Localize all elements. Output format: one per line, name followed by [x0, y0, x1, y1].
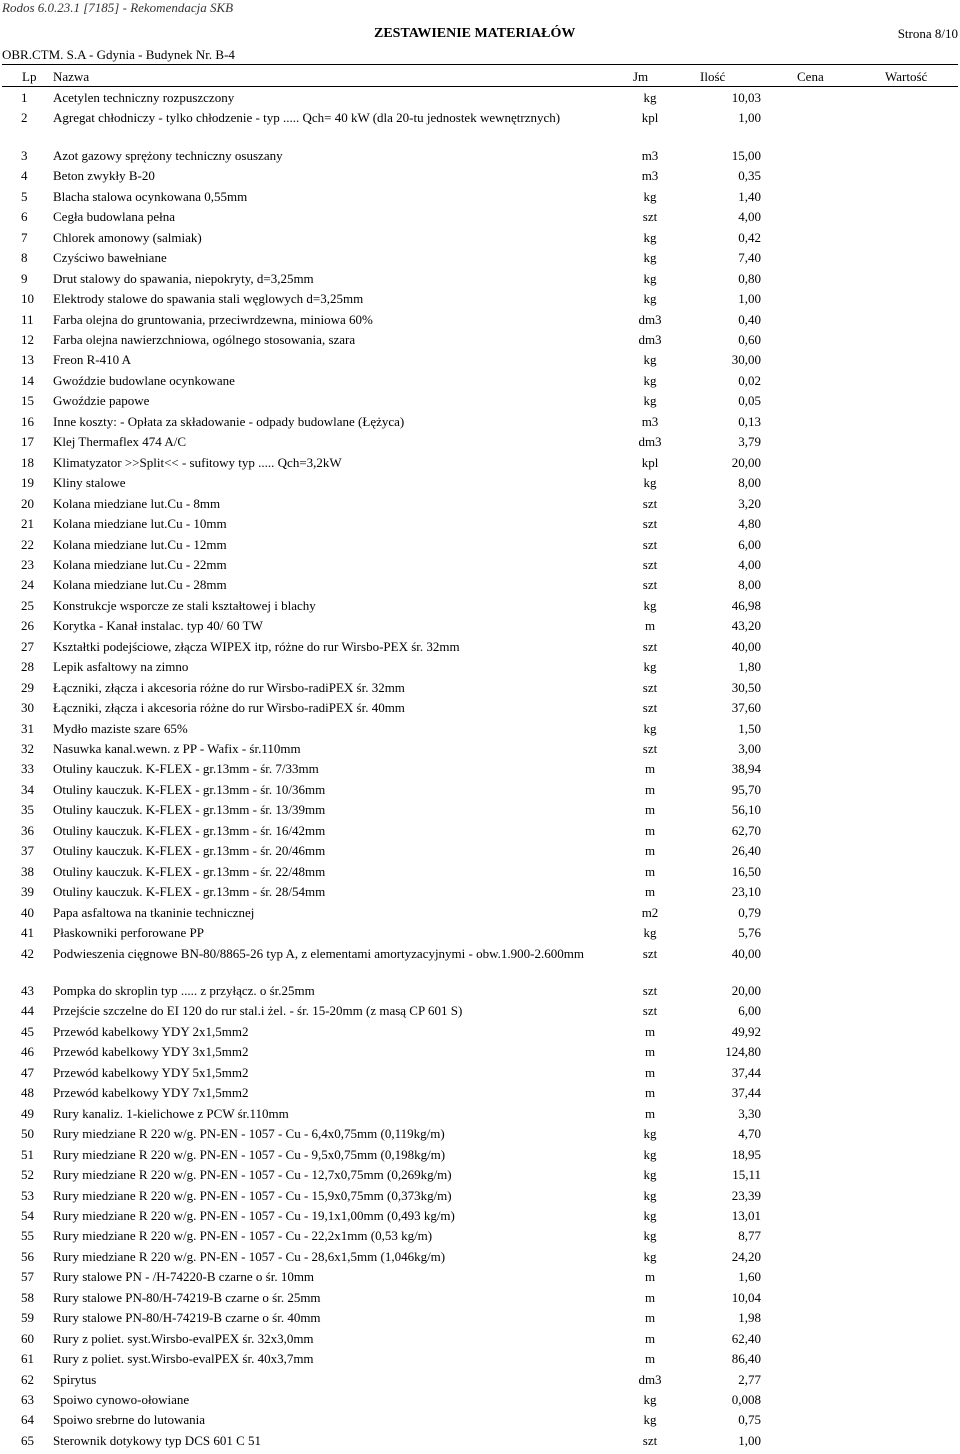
row-name: Cegła budowlana pełna — [53, 209, 176, 225]
row-quantity: 37,44 — [731, 1085, 761, 1101]
row-name: Rury miedziane R 220 w/g. PN-EN - 1057 - Cu - 22,2x1mm (0,53 kg/m) — [53, 1228, 433, 1244]
row-quantity: 13,01 — [731, 1207, 761, 1223]
row-unit: kg — [643, 1248, 657, 1264]
row-lp: 27 — [21, 638, 34, 654]
row-unit: kpl — [641, 454, 659, 470]
row-lp: 1 — [21, 90, 28, 105]
row-name: Elektrody stalowe do spawania stali węglowych d=3,25mm — [53, 291, 364, 307]
row-name: Kolana miedziane lut.Cu - 12mm — [53, 536, 227, 552]
row-unit: m — [644, 863, 656, 879]
row-lp: 57 — [21, 1269, 34, 1285]
row-lp: 7 — [21, 229, 28, 245]
row-lp: 44 — [21, 1003, 34, 1019]
row-unit: szt — [642, 700, 658, 716]
row-quantity: 18,95 — [731, 1146, 761, 1162]
row-quantity: 5,76 — [738, 925, 761, 941]
row-unit: m — [644, 1064, 656, 1080]
row-lp: 10 — [21, 291, 34, 307]
row-lp: 34 — [21, 781, 34, 797]
row-name: Spoiwo srebrne do lutowania — [53, 1412, 206, 1428]
row-name: Acetylen techniczny rozpuszczony — [53, 90, 235, 105]
column-header-price: Cena — [797, 69, 824, 84]
row-lp: 14 — [21, 372, 34, 388]
row-quantity: 10,03 — [731, 90, 761, 105]
row-unit: m — [644, 1351, 656, 1367]
row-quantity: 62,70 — [731, 822, 761, 838]
row-unit: kg — [643, 659, 657, 675]
row-quantity: 37,44 — [731, 1064, 761, 1080]
row-lp: 2 — [21, 110, 28, 126]
row-lp: 21 — [21, 516, 34, 532]
row-lp: 6 — [21, 209, 28, 225]
row-unit: m — [644, 884, 656, 900]
row-lp: 61 — [21, 1351, 34, 1367]
row-quantity: 0,35 — [738, 168, 761, 184]
row-quantity: 0,80 — [738, 270, 761, 286]
row-name: Rury kanaliz. 1-kielichowe z PCW śr.110mm — [53, 1105, 289, 1121]
row-unit: m — [644, 802, 656, 818]
row-lp: 8 — [21, 250, 28, 266]
row-quantity: 3,79 — [738, 434, 761, 450]
column-header-value: Wartość — [885, 69, 928, 84]
column-header-lp: Lp — [22, 69, 37, 84]
row-lp: 16 — [21, 413, 34, 429]
row-name: Rury z poliet. syst.Wirsbo-evalPEX śr. 32x3,0mm — [53, 1330, 314, 1346]
row-lp: 47 — [21, 1064, 34, 1080]
row-quantity: 3,00 — [738, 741, 761, 756]
row-name: Inne koszty: - Opłata za składowanie - odpady budowlane (Łężyca) — [53, 413, 405, 429]
row-name: Kolana miedziane lut.Cu - 28mm — [53, 577, 227, 593]
row-quantity: 0,40 — [738, 311, 761, 327]
row-quantity: 23,10 — [731, 884, 761, 900]
row-quantity: 0,13 — [738, 413, 761, 429]
row-quantity: 40,00 — [731, 638, 761, 654]
row-name: Przewód kabelkowy YDY 5x1,5mm2 — [53, 1064, 249, 1080]
row-quantity: 24,20 — [731, 1248, 761, 1264]
row-unit: m — [644, 618, 656, 634]
row-quantity: 16,50 — [731, 863, 761, 879]
row-unit: m2 — [641, 904, 659, 920]
row-unit: kg — [643, 597, 657, 613]
row-name: Przejście szczelne do EI 120 do rur stal.i żel. - śr. 15-20mm (z masą CP 601 S) — [53, 1003, 463, 1019]
row-quantity: 4,70 — [738, 1126, 761, 1142]
row-quantity: 1,80 — [738, 659, 761, 675]
row-quantity: 1,40 — [738, 188, 761, 204]
row-unit: kg — [643, 393, 657, 409]
row-name: Otuliny kauczuk. K-FLEX - gr.13mm - śr. 10/36mm — [53, 781, 326, 797]
row-name: Otuliny kauczuk. K-FLEX - gr.13mm - śr. 20/46mm — [53, 843, 326, 859]
row-unit: m — [644, 1023, 656, 1039]
row-quantity: 0,05 — [738, 393, 761, 409]
row-unit: kg — [643, 720, 657, 736]
row-name: Azot gazowy sprężony techniczny osuszany — [53, 147, 283, 163]
row-unit: kg — [643, 1187, 657, 1203]
row-unit: m — [644, 822, 656, 838]
row-lp: 63 — [21, 1392, 34, 1407]
row-unit: kg — [643, 352, 657, 368]
header-bottom-divider — [2, 86, 958, 87]
row-unit: kg — [643, 188, 657, 204]
row-lp: 20 — [21, 495, 34, 511]
row-unit: m3 — [641, 147, 659, 163]
row-name: Farba olejna do gruntowania, przeciwrdzewna, miniowa 60% — [53, 311, 373, 327]
row-unit: kg — [643, 1392, 657, 1407]
row-lp: 19 — [21, 475, 34, 491]
row-name: Otuliny kauczuk. K-FLEX - gr.13mm - śr. 22/48mm — [53, 863, 326, 879]
row-lp: 40 — [21, 904, 34, 920]
row-lp: 43 — [21, 983, 34, 998]
row-unit: szt — [642, 679, 658, 695]
row-quantity: 1,00 — [738, 110, 761, 126]
row-quantity: 23,39 — [731, 1187, 761, 1203]
row-name: Nasuwka kanal.wewn. z PP - Wafix - śr.110mm — [53, 741, 301, 756]
row-unit: m — [644, 1044, 656, 1060]
row-unit: m — [644, 1310, 656, 1326]
row-lp: 17 — [21, 434, 34, 450]
project-name: OBR.CTM. S.A - Gdynia - Budynek Nr. B-4 — [2, 47, 235, 62]
row-lp: 18 — [21, 454, 34, 470]
row-lp: 29 — [21, 679, 34, 695]
row-name: Rury miedziane R 220 w/g. PN-EN - 1057 - Cu - 28,6x1,5mm (1,046kg/m) — [53, 1248, 446, 1264]
row-unit: dm3 — [638, 1371, 662, 1387]
row-name: Płaskowniki perforowane PP — [53, 925, 204, 941]
row-quantity: 0,75 — [738, 1412, 761, 1428]
row-quantity: 20,00 — [731, 983, 761, 998]
row-quantity: 56,10 — [731, 802, 761, 818]
row-name: Spoiwo cynowo-ołowiane — [53, 1392, 190, 1407]
row-quantity: 10,04 — [731, 1289, 761, 1305]
row-name: Konstrukcje wsporcze ze stali kształtowej i blachy — [53, 597, 316, 613]
row-lp: 42 — [21, 945, 34, 961]
row-name: Gwoździe papowe — [53, 393, 150, 409]
row-quantity: 8,00 — [738, 577, 761, 593]
row-unit: kg — [643, 90, 657, 105]
row-unit: kg — [643, 475, 657, 491]
row-lp: 35 — [21, 802, 34, 818]
row-lp: 39 — [21, 884, 34, 900]
row-lp: 38 — [21, 863, 34, 879]
row-unit: szt — [642, 495, 658, 511]
row-name: Chlorek amonowy (salmiak) — [53, 229, 202, 245]
row-unit: m — [644, 1289, 656, 1305]
row-quantity: 4,00 — [738, 209, 761, 225]
row-lp: 46 — [21, 1044, 34, 1060]
row-unit: dm3 — [638, 311, 662, 327]
row-unit: szt — [642, 1432, 658, 1448]
row-unit: kg — [643, 925, 657, 941]
row-lp: 4 — [21, 168, 28, 184]
row-quantity: 37,60 — [731, 700, 761, 716]
row-name: Beton zwykły B-20 — [53, 168, 155, 184]
row-quantity: 38,94 — [731, 761, 761, 777]
row-lp: 54 — [21, 1207, 34, 1223]
row-unit: m — [644, 1105, 656, 1121]
document-title: ZESTAWIENIE MATERIAŁÓW — [374, 26, 576, 41]
row-quantity: 8,00 — [738, 475, 761, 491]
row-name: Rury miedziane R 220 w/g. PN-EN - 1057 - Cu - 15,9x0,75mm (0,373kg/m) — [53, 1187, 452, 1203]
row-unit: szt — [642, 638, 658, 654]
row-unit: m — [644, 1330, 656, 1346]
row-unit: szt — [642, 945, 658, 961]
row-name: Klej Thermaflex 474 A/C — [53, 434, 186, 450]
row-quantity: 20,00 — [731, 454, 761, 470]
row-lp: 23 — [21, 556, 34, 572]
row-quantity: 0,02 — [738, 372, 761, 388]
row-lp: 36 — [21, 822, 34, 838]
row-lp: 65 — [21, 1432, 34, 1448]
row-name: Łączniki, złącza i akcesoria różne do rur Wirsbo-radiPEX śr. 40mm — [53, 700, 405, 716]
row-name: Przewód kabelkowy YDY 2x1,5mm2 — [53, 1023, 249, 1039]
row-unit: szt — [642, 536, 658, 552]
row-name: Rury miedziane R 220 w/g. PN-EN - 1057 - Cu - 19,1x1,00mm (0,493 kg/m) — [53, 1207, 455, 1223]
row-quantity: 15,00 — [731, 147, 761, 163]
row-name: Otuliny kauczuk. K-FLEX - gr.13mm - śr. 28/54mm — [53, 884, 326, 900]
row-name: Agregat chłodniczy - tylko chłodzenie - typ ..... Qch= 40 kW (dla 20-tu jednostek wewnętrznych) — [53, 110, 561, 126]
row-quantity: 8,77 — [738, 1228, 761, 1244]
row-lp: 31 — [21, 720, 34, 736]
row-quantity: 0,60 — [738, 332, 761, 347]
row-lp: 30 — [21, 700, 34, 716]
column-header-quantity: Ilość — [700, 69, 726, 84]
row-lp: 60 — [21, 1330, 34, 1346]
row-lp: 52 — [21, 1167, 34, 1183]
row-lp: 5 — [21, 188, 28, 204]
row-quantity: 6,00 — [738, 536, 761, 552]
row-lp: 56 — [21, 1248, 34, 1264]
row-lp: 22 — [21, 536, 34, 552]
row-quantity: 1,00 — [738, 1432, 761, 1448]
row-unit: kg — [643, 1146, 657, 1162]
row-name: Spirytus — [53, 1371, 97, 1387]
row-name: Sterownik dotykowy typ DCS 601 C 51 — [53, 1432, 262, 1448]
row-quantity: 7,40 — [738, 250, 761, 266]
row-unit: kg — [643, 1207, 657, 1223]
row-unit: szt — [642, 741, 658, 756]
row-name: Czyściwo bawełniane — [53, 250, 167, 266]
header-top-divider — [2, 64, 958, 65]
row-quantity: 43,20 — [731, 618, 761, 634]
row-name: Rury stalowe PN-80/H-74219-B czarne o śr. 25mm — [53, 1289, 321, 1305]
row-name: Mydło maziste szare 65% — [53, 720, 188, 736]
row-lp: 25 — [21, 597, 34, 613]
row-quantity: 62,40 — [731, 1330, 761, 1346]
row-unit: m3 — [641, 168, 659, 184]
row-quantity: 1,00 — [738, 291, 761, 307]
row-name: Pompka do skroplin typ ..... z przyłącz. o śr.25mm — [53, 983, 315, 998]
row-name: Rury miedziane R 220 w/g. PN-EN - 1057 - Cu - 6,4x0,75mm (0,119kg/m) — [53, 1126, 445, 1142]
row-name: Kolana miedziane lut.Cu - 8mm — [53, 495, 221, 511]
row-name: Drut stalowy do spawania, niepokryty, d=3,25mm — [53, 270, 314, 286]
row-name: Rury z poliet. syst.Wirsbo-evalPEX śr. 40x3,7mm — [53, 1351, 314, 1367]
row-quantity: 0,008 — [731, 1392, 761, 1407]
row-unit: szt — [642, 209, 658, 225]
row-unit: dm3 — [638, 434, 662, 450]
row-name: Przewód kabelkowy YDY 3x1,5mm2 — [53, 1044, 249, 1060]
row-unit: kg — [643, 291, 657, 307]
row-lp: 45 — [21, 1023, 34, 1039]
row-name: Łączniki, złącza i akcesoria różne do rur Wirsbo-radiPEX śr. 32mm — [53, 679, 405, 695]
row-lp: 33 — [21, 761, 34, 777]
row-quantity: 4,00 — [738, 556, 761, 572]
row-quantity: 30,50 — [731, 679, 761, 695]
row-quantity: 1,60 — [738, 1269, 761, 1285]
row-lp: 24 — [21, 577, 34, 593]
row-name: Przewód kabelkowy YDY 7x1,5mm2 — [53, 1085, 249, 1101]
row-name: Rury stalowe PN - /H-74220-B czarne o śr. 10mm — [53, 1269, 315, 1285]
page-number: Strona 8/10 — [897, 26, 958, 41]
row-unit: szt — [642, 983, 658, 998]
row-unit: kg — [643, 270, 657, 286]
row-quantity: 0,42 — [738, 229, 761, 245]
row-unit: szt — [642, 516, 658, 532]
row-lp: 12 — [21, 332, 34, 347]
row-name: Gwoździe budowlane ocynkowane — [53, 372, 235, 388]
row-quantity: 6,00 — [738, 1003, 761, 1019]
row-quantity: 46,98 — [731, 597, 761, 613]
row-name: Otuliny kauczuk. K-FLEX - gr.13mm - śr. 16/42mm — [53, 822, 326, 838]
row-lp: 15 — [21, 393, 34, 409]
row-name: Kształtki podejściowe, złącza WIPEX itp, różne do rur Wirsbo-PEX śr. 32mm — [53, 638, 460, 654]
row-name: Korytka - Kanał instalac. typ 40/ 60 TW — [53, 618, 263, 634]
row-unit: kg — [643, 1412, 657, 1428]
row-lp: 50 — [21, 1126, 34, 1142]
row-quantity: 40,00 — [731, 945, 761, 961]
row-name: Farba olejna nawierzchniowa, ogólnego stosowania, szara — [53, 332, 356, 347]
row-name: Otuliny kauczuk. K-FLEX - gr.13mm - śr. 7/33mm — [53, 761, 319, 777]
row-quantity: 0,79 — [738, 904, 761, 920]
row-quantity: 30,00 — [731, 352, 761, 368]
row-name: Rury miedziane R 220 w/g. PN-EN - 1057 - Cu - 9,5x0,75mm (0,198kg/m) — [53, 1146, 446, 1162]
row-name: Kolana miedziane lut.Cu - 10mm — [53, 516, 227, 532]
row-quantity: 1,50 — [738, 720, 761, 736]
row-unit: m3 — [641, 413, 659, 429]
row-lp: 41 — [21, 925, 34, 941]
row-unit: kg — [643, 250, 657, 266]
row-lp: 32 — [21, 741, 34, 756]
row-unit: m — [644, 843, 656, 859]
row-unit: szt — [642, 1003, 658, 1019]
row-unit: kg — [643, 1228, 657, 1244]
row-name: Kolana miedziane lut.Cu - 22mm — [53, 556, 227, 572]
row-unit: m — [644, 1269, 656, 1285]
row-name: Papa asfaltowa na tkaninie technicznej — [53, 904, 255, 920]
row-unit: dm3 — [638, 332, 662, 347]
row-unit: kg — [643, 229, 657, 245]
row-lp: 59 — [21, 1310, 34, 1326]
row-name: Rury stalowe PN-80/H-74219-B czarne o śr. 40mm — [53, 1310, 321, 1326]
row-lp: 3 — [21, 147, 28, 163]
row-unit: m — [644, 761, 656, 777]
app-title: Rodos 6.0.23.1 [7185] - Rekomendacja SKB — [2, 0, 234, 15]
row-quantity: 95,70 — [731, 781, 761, 797]
row-quantity: 86,40 — [731, 1351, 761, 1367]
row-unit: kpl — [641, 110, 659, 126]
row-lp: 9 — [21, 270, 28, 286]
row-quantity: 1,98 — [738, 1310, 761, 1326]
row-unit: szt — [642, 556, 658, 572]
row-lp: 48 — [21, 1085, 34, 1101]
row-name: Freon R-410 A — [53, 352, 131, 368]
column-header-unit: Jm — [633, 69, 649, 84]
row-lp: 26 — [21, 618, 34, 634]
row-name: Otuliny kauczuk. K-FLEX - gr.13mm - śr. 13/39mm — [53, 802, 326, 818]
row-quantity: 2,77 — [738, 1371, 761, 1387]
row-lp: 49 — [21, 1105, 34, 1121]
row-lp: 11 — [21, 311, 34, 327]
row-name: Blacha stalowa ocynkowana 0,55mm — [53, 188, 248, 204]
row-name: Podwieszenia cięgnowe BN-80/8865-26 typ A, z elementami amortyzacyjnymi - obw.1.900-2.600mm — [53, 945, 584, 961]
row-name: Rury miedziane R 220 w/g. PN-EN - 1057 - Cu - 12,7x0,75mm (0,269kg/m) — [53, 1167, 452, 1183]
row-quantity: 49,92 — [731, 1023, 761, 1039]
row-lp: 55 — [21, 1228, 34, 1244]
row-unit: m — [644, 781, 656, 797]
row-quantity: 4,80 — [738, 516, 761, 532]
row-name: Lepik asfaltowy na zimno — [53, 659, 189, 675]
row-lp: 53 — [21, 1187, 34, 1203]
row-quantity: 15,11 — [732, 1167, 761, 1183]
row-lp: 28 — [21, 659, 34, 675]
row-quantity: 26,40 — [731, 843, 761, 859]
row-unit: szt — [642, 577, 658, 593]
row-quantity: 124,80 — [725, 1044, 761, 1060]
row-quantity: 3,30 — [738, 1105, 761, 1121]
row-name: Klimatyzator >>Split<< - sufitowy typ ..... Qch=3,2kW — [53, 454, 342, 470]
row-lp: 64 — [21, 1412, 34, 1428]
row-unit: m — [644, 1085, 656, 1101]
row-unit: kg — [643, 1126, 657, 1142]
row-unit: kg — [643, 1167, 657, 1183]
row-lp: 62 — [21, 1371, 34, 1387]
row-lp: 58 — [21, 1289, 34, 1305]
row-lp: 51 — [21, 1146, 34, 1162]
row-quantity: 3,20 — [738, 495, 761, 511]
row-lp: 13 — [21, 352, 34, 368]
row-unit: kg — [643, 372, 657, 388]
row-name: Kliny stalowe — [53, 475, 126, 491]
column-header-name: Nazwa — [53, 69, 90, 84]
row-lp: 37 — [21, 843, 34, 859]
